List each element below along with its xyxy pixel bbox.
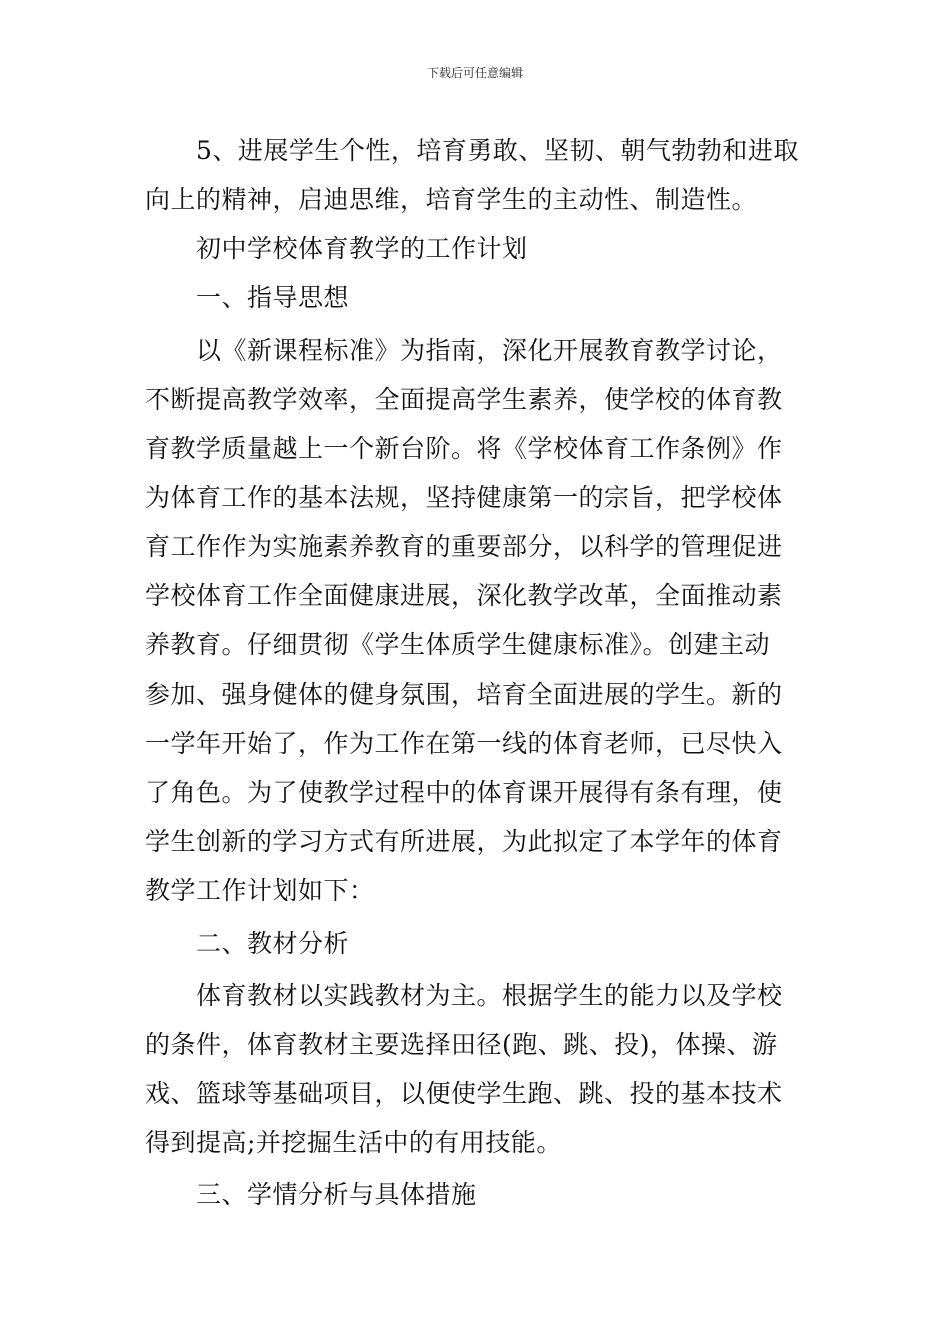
text-line: 体育教材以实践教材为主。根据学生的能力以及学校 — [196, 981, 783, 1010]
text-line: 养教育。仔细贯彻《学生体质学生健康标准》。创建主动 — [145, 630, 771, 659]
page-header: 下载后可任意编辑 — [426, 66, 523, 80]
text-line: 育教学质量越上一个新台阶。将《学校体育工作条例》作 — [145, 434, 783, 463]
section-heading: 一、指导思想 — [196, 283, 350, 312]
text-line: 育工作作为实施素养教育的重要部分，以科学的管理促进 — [145, 532, 783, 561]
text-line: 学校体育工作全面健康进展，深化教学改革，全面推动素 — [145, 581, 783, 610]
text-line: 一学年开始了，作为工作在第一线的体育老师，已尽快入 — [145, 729, 783, 758]
text-line: 的条件，体育教材主要选择田径(跑、跳、投)，体操、游 — [145, 1030, 778, 1059]
text-line: 参加、强身健体的健身氛围，培育全面进展的学生。新的 — [145, 680, 783, 709]
text-line: 5、进展学生个性，培育勇敢、坚韧、朝气勃勃和进取 — [196, 136, 799, 165]
text-line: 了角色。为了使教学过程中的体育课开展得有条有理，使 — [145, 778, 783, 807]
section-heading: 二、教材分析 — [196, 929, 350, 958]
text-line: 戏、篮球等基础项目，以便使学生跑、跳、投的基本技术 — [145, 1079, 783, 1108]
section-title: 初中学校体育教学的工作计划 — [196, 234, 528, 263]
text-line: 教学工作计划如下： — [145, 876, 375, 905]
text-line: 为体育工作的基本法规，坚持健康第一的宗旨，把学校体 — [145, 483, 783, 512]
text-line: 学生创新的学习方式有所进展，为此拟定了本学年的体育 — [145, 827, 783, 856]
text-line: 不断提高教学效率，全面提高学生素养，使学校的体育教 — [145, 385, 783, 414]
text-line: 向上的精神，启迪思维，培育学生的主动性、制造性。 — [145, 185, 758, 214]
text-line: 以《新课程标准》为指南，深化开展教育教学讨论， — [196, 336, 783, 365]
section-heading: 三、学情分析与具体措施 — [196, 1180, 477, 1209]
text-line: 得到提高;并挖掘生活中的有用技能。 — [145, 1128, 562, 1157]
